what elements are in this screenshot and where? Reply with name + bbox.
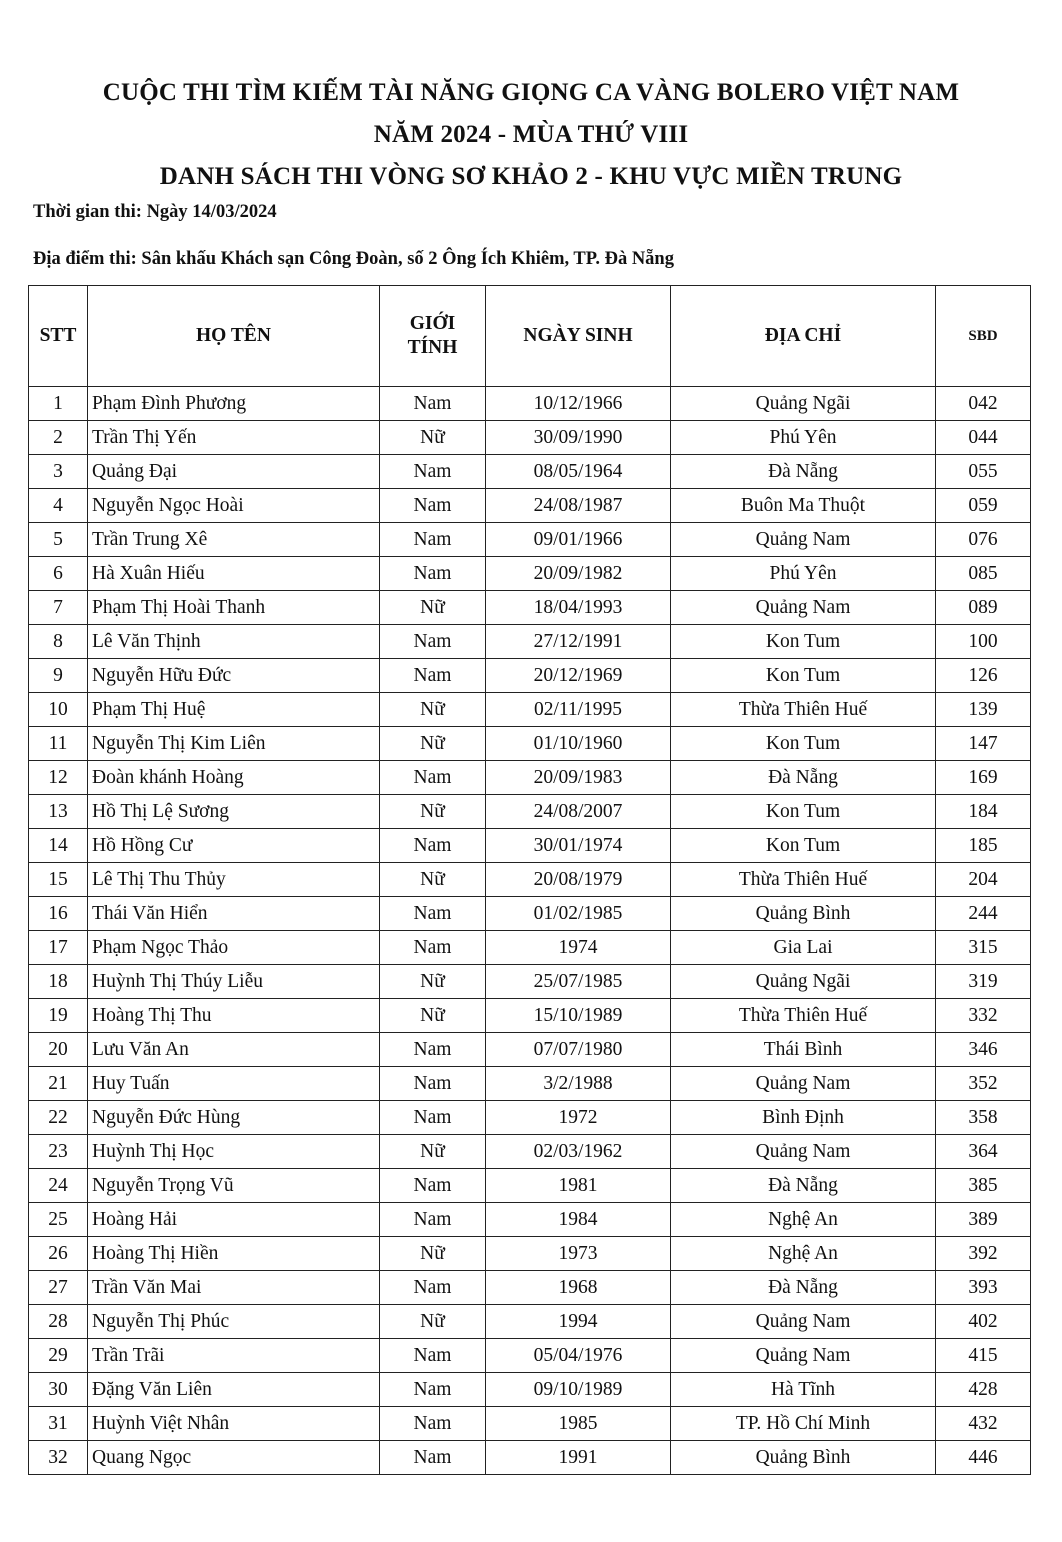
cell-name: Hồ Thị Lệ Sương [88,795,380,829]
cell-name: Đặng Văn Liên [88,1373,380,1407]
cell-sex: Nam [380,931,486,965]
cell-sbd: 428 [936,1373,1031,1407]
cell-sbd: 332 [936,999,1031,1033]
table-row [29,795,1031,829]
cell-dob: 20/08/1979 [486,863,671,897]
table-row [29,999,1031,1033]
cell-stt: 32 [29,1441,88,1475]
cell-sbd: 446 [936,1441,1031,1475]
table-body [29,387,1031,1475]
cell-address: Gia Lai [671,931,936,965]
header-dob: NGÀY SINH [486,286,671,387]
cell-name: Trần Thị Yến [88,421,380,455]
cell-sbd: 415 [936,1339,1031,1373]
cell-sbd: 204 [936,863,1031,897]
cell-name: Hoàng Hải [88,1203,380,1237]
cell-stt: 15 [29,863,88,897]
cell-dob: 25/07/1985 [486,965,671,999]
cell-sbd: 042 [936,387,1031,421]
cell-address: Phú Yên [671,557,936,591]
cell-name: Nguyễn Thị Kim Liên [88,727,380,761]
header-address: ĐỊA CHỈ [671,286,936,387]
cell-address: Quảng Nam [671,1305,936,1339]
cell-sbd: 358 [936,1101,1031,1135]
cell-dob: 02/11/1995 [486,693,671,727]
cell-stt: 17 [29,931,88,965]
cell-sbd: 089 [936,591,1031,625]
cell-dob: 15/10/1989 [486,999,671,1033]
cell-address: Quảng Nam [671,523,936,557]
cell-stt: 8 [29,625,88,659]
cell-stt: 25 [29,1203,88,1237]
table-row [29,1373,1031,1407]
table-row [29,1407,1031,1441]
cell-dob: 1985 [486,1407,671,1441]
cell-sex: Nam [380,897,486,931]
table-row [29,1339,1031,1373]
cell-stt: 13 [29,795,88,829]
cell-sbd: 169 [936,761,1031,795]
table-row [29,897,1031,931]
header-sex [380,286,486,387]
cell-sbd: 076 [936,523,1031,557]
cell-sex: Nữ [380,1135,486,1169]
table-row [29,1271,1031,1305]
cell-sbd: 044 [936,421,1031,455]
table-row [29,625,1031,659]
cell-name: Nguyễn Thị Phúc [88,1305,380,1339]
cell-sex: Nữ [380,999,486,1033]
table-row [29,829,1031,863]
cell-name: Hồ Hồng Cư [88,829,380,863]
cell-address: Thừa Thiên Huế [671,863,936,897]
cell-address: Thái Bình [671,1033,936,1067]
cell-dob: 1984 [486,1203,671,1237]
cell-sbd: 393 [936,1271,1031,1305]
cell-sex: Nữ [380,1305,486,1339]
cell-stt: 3 [29,455,88,489]
cell-address: Nghệ An [671,1237,936,1271]
cell-address: Quảng Ngãi [671,965,936,999]
cell-name: Huy Tuấn [88,1067,380,1101]
cell-address: Đà Nẵng [671,761,936,795]
cell-sbd: 385 [936,1169,1031,1203]
table-row [29,1135,1031,1169]
cell-sex: Nữ [380,863,486,897]
cell-dob: 09/01/1966 [486,523,671,557]
table-row [29,1033,1031,1067]
cell-sbd: 085 [936,557,1031,591]
cell-address: Kon Tum [671,727,936,761]
cell-stt: 1 [29,387,88,421]
cell-sbd: 315 [936,931,1031,965]
exam-time: Thời gian thi: Ngày 14/03/2024 [33,202,277,222]
header-sex-line1: GIỚI [409,313,456,334]
cell-name: Trần Trãi [88,1339,380,1373]
cell-sex: Nữ [380,727,486,761]
cell-sex: Nam [380,625,486,659]
cell-dob: 02/03/1962 [486,1135,671,1169]
cell-sbd: 346 [936,1033,1031,1067]
cell-dob: 1994 [486,1305,671,1339]
cell-name: Quang Ngọc [88,1441,380,1475]
table-row [29,931,1031,965]
cell-stt: 30 [29,1373,88,1407]
cell-address: Kon Tum [671,795,936,829]
header-sex-line2: TÍNH [407,337,458,358]
cell-address: Quảng Nam [671,591,936,625]
cell-name: Phạm Ngọc Thảo [88,931,380,965]
cell-address: Kon Tum [671,625,936,659]
contestant-table [28,285,1031,1475]
cell-name: Phạm Thị Huệ [88,693,380,727]
table-row [29,1305,1031,1339]
cell-sex: Nam [380,761,486,795]
cell-dob: 27/12/1991 [486,625,671,659]
cell-dob: 30/01/1974 [486,829,671,863]
cell-sex: Nữ [380,795,486,829]
header-stt: STT [29,286,88,387]
cell-sex: Nam [380,1407,486,1441]
cell-stt: 6 [29,557,88,591]
cell-sbd: 184 [936,795,1031,829]
cell-stt: 28 [29,1305,88,1339]
cell-address: Bình Định [671,1101,936,1135]
cell-stt: 29 [29,1339,88,1373]
table-row [29,421,1031,455]
cell-stt: 10 [29,693,88,727]
table-header-row [29,286,1031,387]
cell-dob: 1991 [486,1441,671,1475]
table-row [29,1237,1031,1271]
cell-stt: 21 [29,1067,88,1101]
cell-stt: 23 [29,1135,88,1169]
cell-address: Đà Nẵng [671,1271,936,1305]
cell-sex: Nam [380,387,486,421]
cell-dob: 10/12/1966 [486,387,671,421]
cell-dob: 05/04/1976 [486,1339,671,1373]
cell-sbd: 364 [936,1135,1031,1169]
cell-sex: Nam [380,1373,486,1407]
cell-address: Thừa Thiên Huế [671,693,936,727]
cell-stt: 27 [29,1271,88,1305]
cell-stt: 16 [29,897,88,931]
cell-sbd: 389 [936,1203,1031,1237]
cell-sex: Nam [380,489,486,523]
cell-stt: 14 [29,829,88,863]
cell-sbd: 139 [936,693,1031,727]
cell-sex: Nam [380,659,486,693]
cell-dob: 3/2/1988 [486,1067,671,1101]
table-row [29,387,1031,421]
document-title [0,72,1062,198]
cell-address: Kon Tum [671,829,936,863]
cell-stt: 5 [29,523,88,557]
cell-address: Quảng Bình [671,897,936,931]
cell-dob: 01/02/1985 [486,897,671,931]
cell-address: TP. Hồ Chí Minh [671,1407,936,1441]
cell-dob: 1981 [486,1169,671,1203]
cell-sex: Nam [380,1203,486,1237]
cell-sbd: 185 [936,829,1031,863]
table-row [29,965,1031,999]
cell-stt: 26 [29,1237,88,1271]
table-row [29,1203,1031,1237]
cell-address: Kon Tum [671,659,936,693]
cell-stt: 24 [29,1169,88,1203]
cell-sbd: 402 [936,1305,1031,1339]
cell-name: Phạm Đình Phương [88,387,380,421]
header-name: HỌ TÊN [88,286,380,387]
cell-name: Lưu Văn An [88,1033,380,1067]
cell-dob: 30/09/1990 [486,421,671,455]
cell-dob: 20/12/1969 [486,659,671,693]
cell-stt: 18 [29,965,88,999]
cell-sex: Nam [380,1067,486,1101]
table-row [29,489,1031,523]
cell-sbd: 059 [936,489,1031,523]
cell-sbd: 319 [936,965,1031,999]
cell-dob: 20/09/1983 [486,761,671,795]
cell-sex: Nữ [380,965,486,999]
table-row [29,659,1031,693]
cell-sbd: 244 [936,897,1031,931]
header-sbd: SBD [936,286,1031,387]
cell-name: Nguyễn Hữu Đức [88,659,380,693]
table-row [29,727,1031,761]
cell-stt: 9 [29,659,88,693]
cell-sex: Nữ [380,693,486,727]
cell-name: Nguyễn Đức Hùng [88,1101,380,1135]
cell-address: Hà Tĩnh [671,1373,936,1407]
cell-sbd: 392 [936,1237,1031,1271]
cell-sex: Nam [380,557,486,591]
table-row [29,1441,1031,1475]
cell-address: Quảng Nam [671,1339,936,1373]
cell-name: Nguyễn Ngọc Hoài [88,489,380,523]
cell-sbd: 126 [936,659,1031,693]
cell-sbd: 352 [936,1067,1031,1101]
cell-name: Hoàng Thị Thu [88,999,380,1033]
cell-name: Quảng Đại [88,455,380,489]
cell-name: Đoàn khánh Hoàng [88,761,380,795]
cell-dob: 09/10/1989 [486,1373,671,1407]
cell-sbd: 055 [936,455,1031,489]
cell-sex: Nam [380,1339,486,1373]
cell-name: Huỳnh Thị Thúy Liễu [88,965,380,999]
cell-address: Đà Nẵng [671,455,936,489]
cell-dob: 08/05/1964 [486,455,671,489]
table-row [29,1067,1031,1101]
cell-name: Hoàng Thị Hiền [88,1237,380,1271]
table-row [29,557,1031,591]
cell-address: Quảng Nam [671,1135,936,1169]
table-row [29,693,1031,727]
cell-stt: 19 [29,999,88,1033]
table-row [29,523,1031,557]
cell-stt: 31 [29,1407,88,1441]
cell-address: Thừa Thiên Huế [671,999,936,1033]
cell-name: Lê Thị Thu Thủy [88,863,380,897]
cell-sex: Nam [380,1169,486,1203]
cell-sex: Nữ [380,421,486,455]
cell-stt: 20 [29,1033,88,1067]
cell-sex: Nam [380,455,486,489]
cell-dob: 1974 [486,931,671,965]
cell-name: Phạm Thị Hoài Thanh [88,591,380,625]
cell-name: Huỳnh Việt Nhân [88,1407,380,1441]
cell-sex: Nam [380,1033,486,1067]
cell-name: Nguyễn Trọng Vũ [88,1169,380,1203]
title-line-season: NĂM 2024 - MÙA THỨ VIII [373,121,689,148]
cell-dob: 01/10/1960 [486,727,671,761]
cell-sex: Nữ [380,1237,486,1271]
cell-name: Lê Văn Thịnh [88,625,380,659]
table-row [29,1101,1031,1135]
cell-address: Quảng Nam [671,1067,936,1101]
cell-dob: 20/09/1982 [486,557,671,591]
cell-sex: Nữ [380,591,486,625]
cell-name: Huỳnh Thị Học [88,1135,380,1169]
cell-sbd: 147 [936,727,1031,761]
cell-sex: Nam [380,1271,486,1305]
cell-dob: 1972 [486,1101,671,1135]
cell-dob: 1968 [486,1271,671,1305]
cell-address: Nghệ An [671,1203,936,1237]
title-line-list: DANH SÁCH THI VÒNG SƠ KHẢO 2 - KHU VỰC MIỀN TRUNG [159,163,903,190]
exam-place: Địa điểm thi: Sân khấu Khách sạn Công Đoàn, số 2 Ông Ích Khiêm, TP. Đà Nẵng [33,249,674,269]
cell-address: Phú Yên [671,421,936,455]
cell-sbd: 100 [936,625,1031,659]
cell-address: Buôn Ma Thuột [671,489,936,523]
cell-dob: 24/08/2007 [486,795,671,829]
cell-address: Quảng Ngãi [671,387,936,421]
table-row [29,1169,1031,1203]
cell-name: Trần Văn Mai [88,1271,380,1305]
cell-address: Quảng Bình [671,1441,936,1475]
cell-stt: 22 [29,1101,88,1135]
title-line-contest: CUỘC THI TÌM KIẾM TÀI NĂNG GIỌNG CA VÀNG BOLERO VIỆT NAM [102,79,960,106]
cell-sex: Nam [380,1101,486,1135]
cell-dob: 07/07/1980 [486,1033,671,1067]
cell-name: Trần Trung Xê [88,523,380,557]
table-row [29,591,1031,625]
cell-name: Thái Văn Hiển [88,897,380,931]
cell-sex: Nam [380,523,486,557]
cell-dob: 18/04/1993 [486,591,671,625]
cell-name: Hà Xuân Hiếu [88,557,380,591]
cell-dob: 24/08/1987 [486,489,671,523]
table-row [29,455,1031,489]
cell-stt: 2 [29,421,88,455]
cell-sbd: 432 [936,1407,1031,1441]
cell-sex: Nam [380,829,486,863]
cell-dob: 1973 [486,1237,671,1271]
cell-stt: 11 [29,727,88,761]
cell-stt: 4 [29,489,88,523]
table-row [29,761,1031,795]
cell-stt: 12 [29,761,88,795]
cell-address: Đà Nẵng [671,1169,936,1203]
cell-sex: Nam [380,1441,486,1475]
table-row [29,863,1031,897]
cell-stt: 7 [29,591,88,625]
